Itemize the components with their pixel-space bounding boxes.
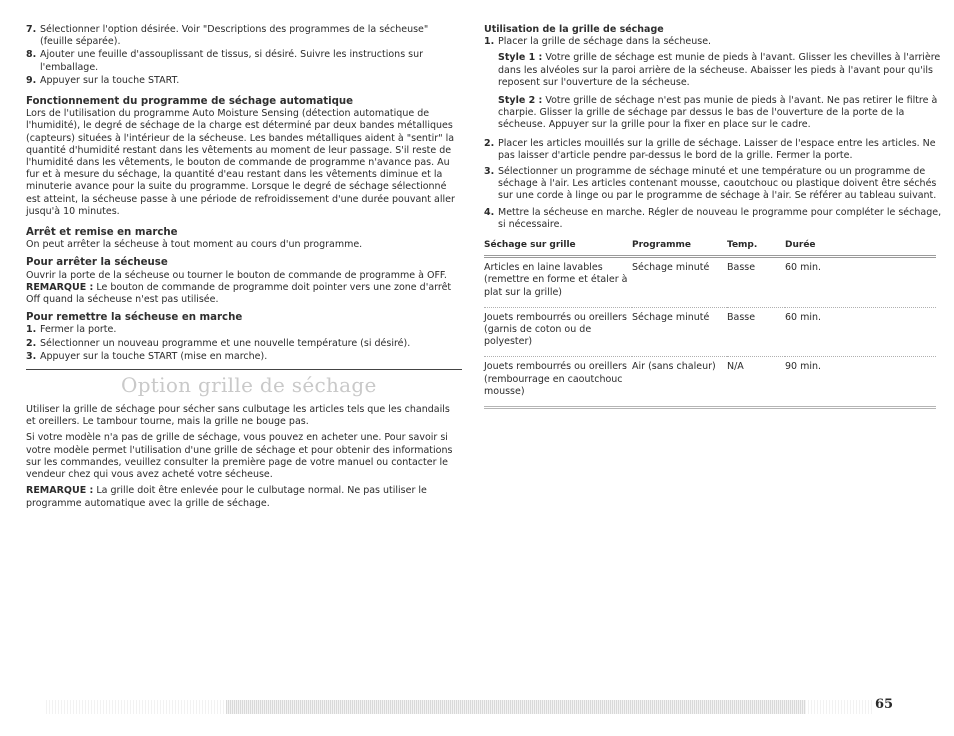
auto-dry-heading: Fonctionnement du programme de séchage automatique (26, 96, 354, 108)
list-item: 7. Sélectionner l'option désirée. Voir "Descriptions des programmes de la sécheuse" (feuille séparée). (26, 24, 429, 48)
table-header-row: Séchage sur grille Programme Temp. Durée (484, 239, 936, 257)
list-item: 3. Sélectionner un programme de séchage minuté et une température ou un programme de séchage à l'air. Les articles contenant mousse, caoutchouc ou plastique doivent être séchés sur une corde à linge ou par le programme de séchage à l'air. Se référer au tableau suivant. (484, 166, 937, 202)
option-note: REMARQUE : La grille doit être enlevée pour le culbutage normal. Ne pas utiliser le programme automatique avec la grille de séchage. (26, 485, 427, 509)
option-paragraph-1: Utiliser la grille de séchage pour sécher sans culbutage les articles tels que les chandails et oreillers. Le tambour tourne, mais la grille ne bouge pas. (26, 404, 450, 428)
list-item: 2. Placer les articles mouillés sur la grille de séchage. Laisser de l'espace entre les articles. Ne pas laisser d'article pendre par-dessus le bord de la grille. Fermer la porte. (484, 137, 936, 161)
list-item: 8. Ajouter une feuille d'assouplissant de tissus, si désiré. Suivre les instructions sur l'emballage. (26, 49, 424, 73)
style-1-text: Style 1 : Votre grille de séchage est munie de pieds à l'avant. Glisser les chevilles à l'arrière dans les alvéoles sur la paroi arrière de la sécheuse. Abaisser les pieds à l'avant pour qu'ils reposent sur l'ouverture de la sécheuse. (498, 52, 941, 88)
pause-text: Ouvrir la porte de la sécheuse ou tourner le bouton de commande de programme à OFF. (26, 269, 447, 281)
pause-heading: Pour arrêter la sécheuse (26, 257, 168, 269)
section-divider (26, 369, 462, 370)
rack-drying-table (484, 239, 936, 409)
section-title: Option grille de séchage (121, 373, 377, 398)
pause-note: REMARQUE : Le bouton de commande de programme doit pointer vers une zone d'arrêt Off quand la sécheuse n'est pas utilisée. (26, 281, 452, 306)
intro-steps (26, 24, 462, 87)
list-item: 1. Placer la grille de séchage dans la sécheuse. (484, 36, 712, 48)
footer-bar (46, 700, 872, 714)
page-number: 65 (875, 697, 894, 712)
stop-restart-text: On peut arrêter la sécheuse à tout moment au cours d'un programme. (26, 239, 363, 251)
list-item: 2. Sélectionner un nouveau programme et une nouvelle température (si désiré). (26, 337, 411, 349)
table-row: Jouets rembourrés ou oreillers (rembourrage en caoutchouc mousse) Air (sans chaleur) N/A 90 min. (484, 361, 822, 397)
stop-restart-heading: Arrêt et remise en marche (26, 227, 178, 239)
rack-use-heading: Utilisation de la grille de séchage (484, 24, 664, 35)
style-2-text: Style 2 : Votre grille de séchage n'est pas munie de pieds à l'avant. Ne pas retirer le filtre à charpie. Glisser la grille de séchage par dessus le bas de l'ouverture de la porte de la sécheuse. Appuyer sur la grille pour la fixer en place sur le cadre. (498, 95, 938, 131)
restart-steps (26, 324, 462, 363)
list-item: 3. Appuyer sur la touche START (mise en marche). (26, 350, 268, 362)
table-row: Articles en laine lavables (remettre en forme et étaler à plat sur la grille) Séchage minuté Basse 60 min. (484, 262, 822, 298)
list-item: 1. Fermer la porte. (26, 324, 117, 336)
list-item: 4. Mettre la sécheuse en marche. Régler de nouveau le programme pour compléter le séchage, si nécessaire. (484, 206, 942, 230)
option-paragraph-2: Si votre modèle n'a pas de grille de séchage, vous pouvez en acheter une. Pour savoir si votre modèle permet l'utilisation d'une grille de séchage et pour obtenir des informations sur les commandes, veuillez consulter la première page de votre manuel ou contacter le vendeur chez qui vous avez acheté votre sécheuse. (26, 432, 453, 481)
right-column (484, 24, 944, 409)
restart-heading: Pour remettre la sécheuse en marche (26, 312, 243, 324)
rack-steps (484, 138, 944, 231)
list-item: 9. Appuyer sur la touche START. (26, 74, 180, 86)
auto-dry-text: Lors de l'utilisation du programme Auto Moisture Sensing (détection automatique de l'humidité), le degré de séchage de la charge est déterminé par deux bandes métalliques (capteurs) situées à l'intérieur de la sécheuse. Les bandes métalliques aident à "sentir" la quantité d'humidité restant dans les vêtements au moment de leur passage. S'il reste de l'humidité dans les vêtements, le bouton de commande de programme n'avance pas. Au fur et à mesure du séchage, la quantité d'eau restant dans les vêtements diminue et la minuterie avance pour la suite du programme. Lorsque le degré de séchage sélectionné est atteint, la sécheuse passe à une période de refroidissement d'une durée pouvant aller jusqu'à 10 minutes. (26, 108, 455, 217)
left-column (26, 24, 462, 510)
table-row: Jouets rembourrés ou oreillers (garnis de coton ou de polyester) Séchage minuté Basse 60 min. (484, 311, 822, 348)
